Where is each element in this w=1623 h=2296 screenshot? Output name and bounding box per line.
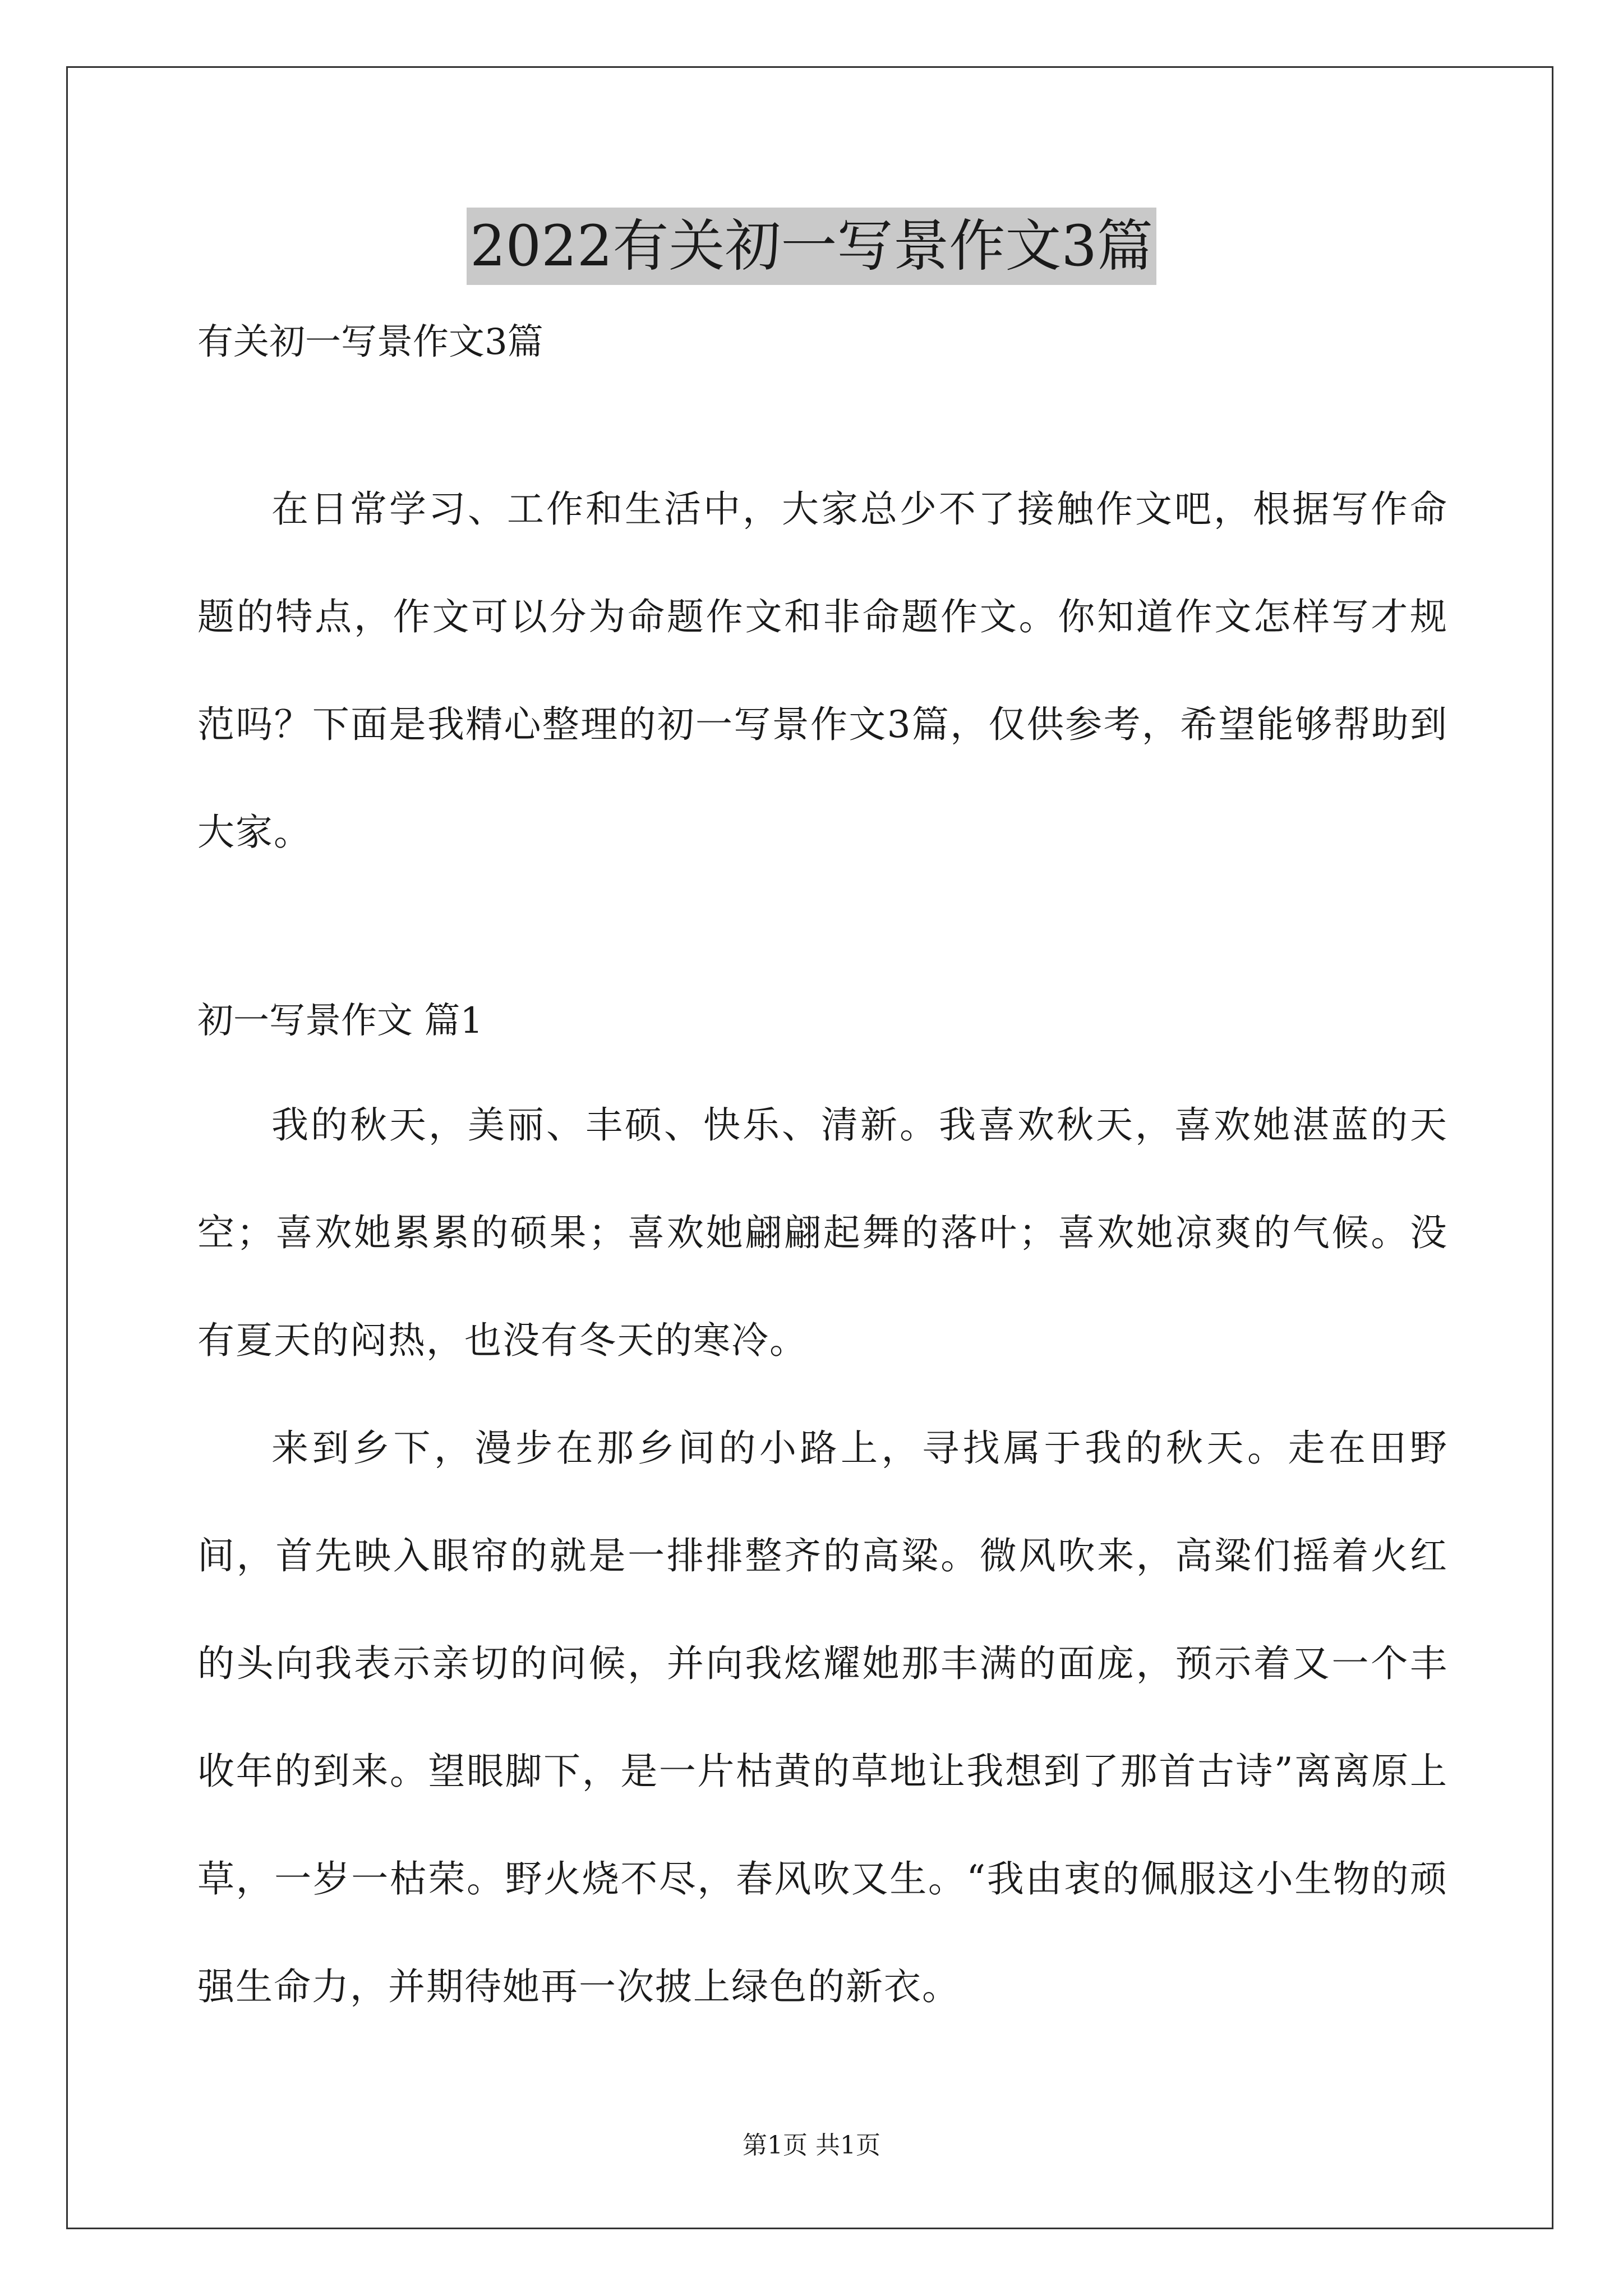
- title-container: [0, 208, 1623, 285]
- section-heading: 初一写景作文 篇1: [197, 1000, 483, 1042]
- document-title: 2022有关初一写景作文3篇: [467, 208, 1156, 285]
- document-subtitle: 有关初一写景作文3篇: [197, 321, 543, 363]
- intro-paragraph: 在日常学习、工作和生活中，大家总少不了接触作文吧，根据写作命题的特点，作文可以分为命题作文和非命题作文。你知道作文怎样写才规范吗？下面是我精心整理的初一写景作文3篇，仅供参考，希望能够帮助到大家。: [197, 487, 1448, 854]
- page-footer: 第1页 共1页: [743, 2131, 880, 2160]
- essay-paragraph-1: 我的秋天，美丽、丰硕、快乐、清新。我喜欢秋天，喜欢她湛蓝的天空；喜欢她累累的硕果；喜欢她翩翩起舞的落叶；喜欢她凉爽的气候。没有夏天的闷热，也没有冬天的寒冷。: [197, 1103, 1448, 1362]
- essay-body: [197, 1071, 1448, 2041]
- essay-paragraph-2: 来到乡下，漫步在那乡间的小路上，寻找属于我的秋天。走在田野间，首先映入眼帘的就是一排排整齐的高粱。微风吹来，高粱们摇着火红的头向我表示亲切的问候，并向我炫耀她那丰满的面庞，预示着又一个丰收年的到来。望眼脚下，是一片枯黄的草地让我想到了那首古诗”离离原上草，一岁一枯荣。野火烧不尽，春风吹又生。“我由衷的佩服这小生物的顽强生命力，并期待她再一次披上绿色的新衣。: [197, 1427, 1448, 2008]
- intro-section: [197, 455, 1448, 886]
